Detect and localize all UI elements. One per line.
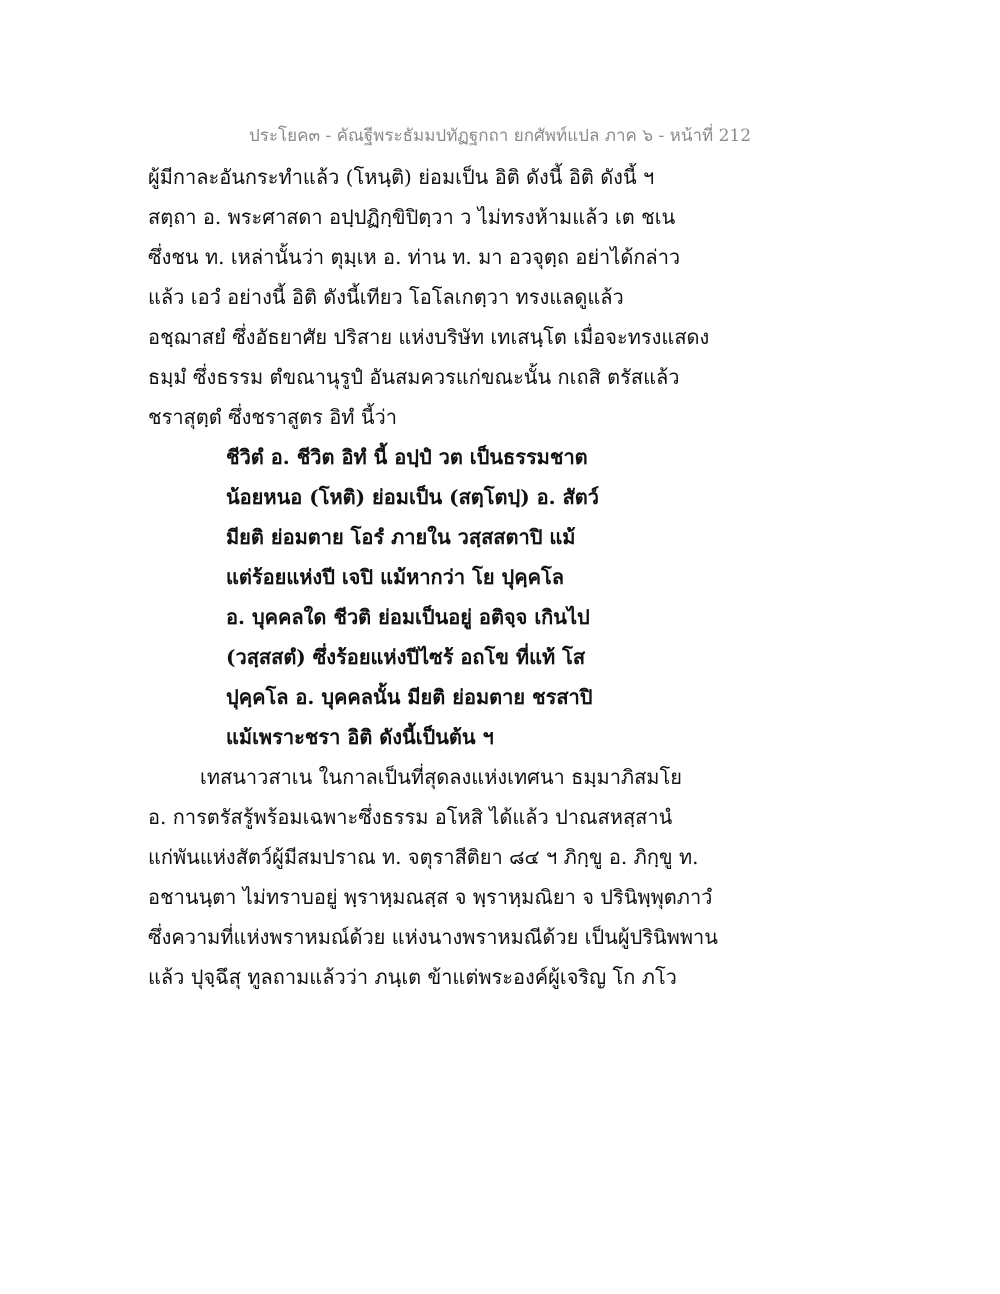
text-line: แล้ว ปุจฺฉึสุ ทูลถามแล้วว่า ภนฺเต ข้าแต่พระองค์ผู้เจริญ โก ภโว (148, 965, 677, 989)
text-line: อ. การตรัสรู้พร้อมเฉพาะซึ่งธรรม อโหสิ ได้แล้ว ปาณสหสฺสานํ (148, 805, 673, 829)
verse-block (148, 437, 868, 757)
verse-line: ชีวิตํ อ. ชีวิต อิทํ นี้ อปฺปํ วต เป็นธรรมชาต (226, 445, 588, 469)
verse-line: ปุคฺคโล อ. บุคคลนั้น มียติ ย่อมตาย ชรสาปิ (226, 685, 593, 709)
text-line: อชานนฺตา ไม่ทราบอยู่ พฺราหฺมณสฺส จ พฺราหฺมณิยา จ ปรินิพฺพุตภาวํ (148, 885, 713, 909)
text-line: ซึ่งความที่แห่งพราหมณ์ด้วย แห่งนางพราหมณีด้วย เป็นผู้ปรินิพพาน (148, 925, 718, 949)
text-line: ผู้มีกาละอันกระทำแล้ว (โหนฺติ) ย่อมเป็น อิติ ดังนี้ อิติ ดังนี้ ฯ (148, 165, 655, 189)
text-line: ซึ่งชน ท. เหล่านั้นว่า ตุมฺเห อ. ท่าน ท. มา อวจุตฺถ อย่าได้กล่าว (148, 245, 681, 269)
text-line: สตฺถา อ. พระศาสดา อปฺปฏิกฺขิปิตฺวา ว ไม่ทรงห้ามแล้ว เต ชเน (148, 205, 676, 229)
verse-line: อ. บุคคลใด ชีวติ ย่อมเป็นอยู่ อติจฺจ เกินไป (226, 605, 590, 629)
paragraph-1 (148, 157, 868, 437)
text-line: เทสนาวสาเน ในกาลเป็นที่สุดลงแห่งเทศนา ธมฺมาภิสมโย (200, 765, 682, 789)
verse-line: แต่ร้อยแห่งปี เจปิ แม้หากว่า โย ปุคฺคโล (226, 565, 564, 589)
verse-line: น้อยหนอ (โหติ) ย่อมเป็น (สตฺโตปฺ) อ. สัตว์ (226, 485, 599, 509)
verse-line: มียติ ย่อมตาย โอรํ ภายใน วสฺสสตาปิ แม้ (226, 525, 576, 549)
text-line: ชราสุตฺตํ ซึ่งชราสูตร อิทํ นี้ว่า (148, 405, 397, 429)
text-line: ธมฺมํ ซึ่งธรรม ตํขณานุรูปํ อันสมควรแก่ขณะนั้น กเถสิ ตรัสแล้ว (148, 365, 680, 389)
text-line: อชฺฌาสยํ ซึ่งอัธยาศัย ปริสาย แห่งบริษัท เทเสนฺโต เมื่อจะทรงแสดง (148, 325, 710, 349)
paragraph-2 (148, 757, 868, 997)
page-header: ประโยค๓ - คัณฐีพระธัมมปทัฏฐกถา ยกศัพท์แปล ภาค ๖ - หน้าที่ 212 (248, 126, 752, 146)
verse-line: (วสฺสสตํ) ซึ่งร้อยแห่งปีไซร้ อถโข ที่แท้ โส (226, 645, 586, 669)
text-line: แล้ว เอวํ อย่างนี้ อิติ ดังนี้เทียว โอโลเกตฺวา ทรงแลดูแล้ว (148, 285, 624, 309)
text-line: แก่พันแห่งสัตว์ผู้มีสมปราณ ท. จตุราสีติยา ๘๔ ฯ ภิกฺขู อ. ภิกฺขู ท. (148, 845, 699, 869)
verse-line: แม้เพราะชรา อิติ ดังนี้เป็นต้น ฯ (226, 725, 494, 749)
body-text (148, 157, 868, 997)
